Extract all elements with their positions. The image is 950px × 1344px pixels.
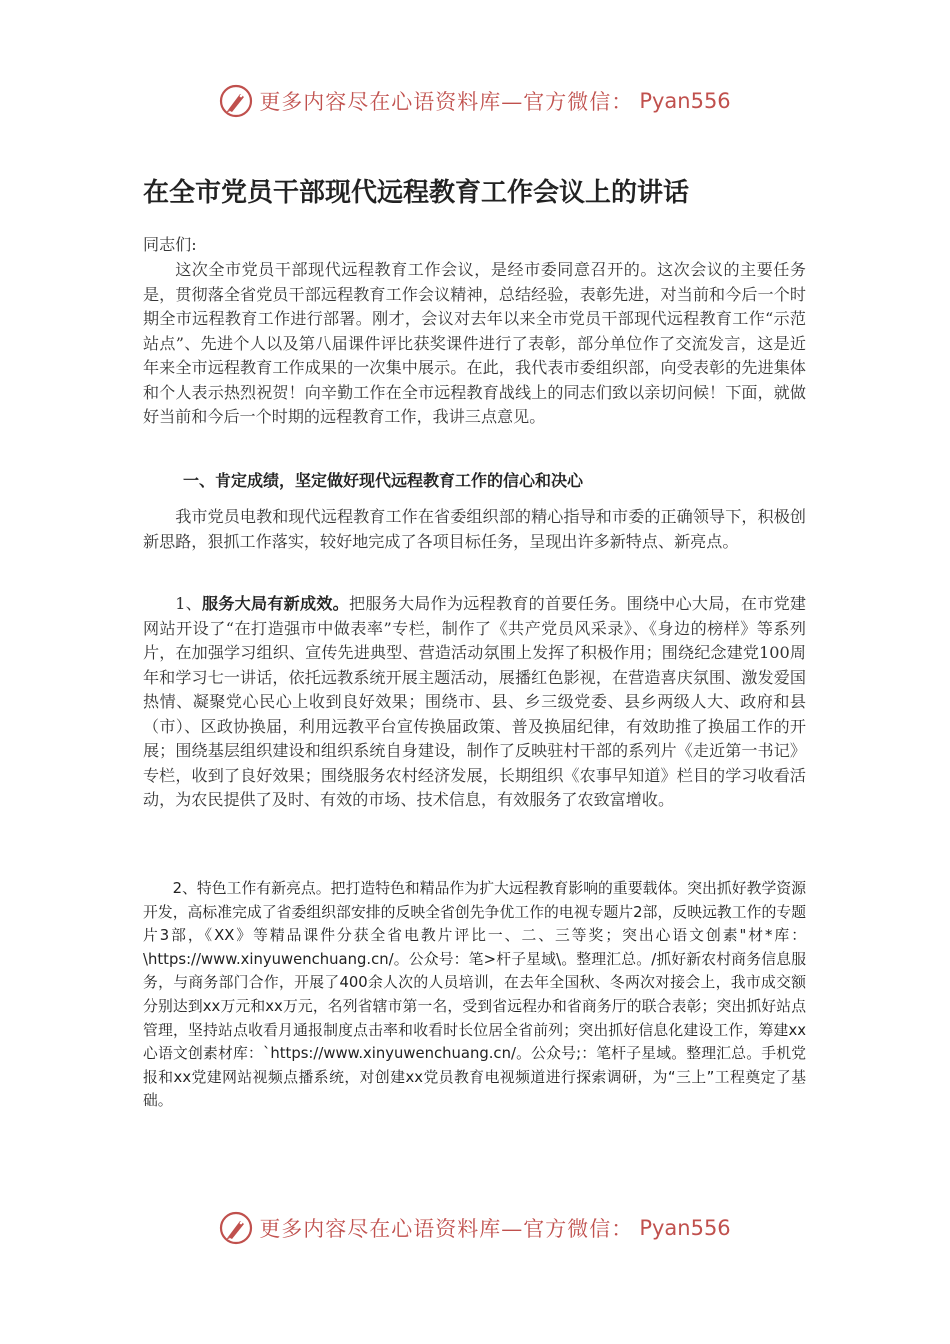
footer-banner-inner xyxy=(219,1211,730,1245)
header-banner-inner xyxy=(219,84,730,118)
pen-nib-logo-icon xyxy=(219,84,253,118)
point2-paragraph: 2、特色工作有新亮点。把打造特色和精品作为扩大远程教育影响的重要载体。突出抓好教学资源开发，高标准完成了省委组织部安排的反映全省创先争优工作的电视专题片2部，反映远教工作的专题片3部，《XX》等精品课件分获全省电教片评比一、二、三等奖；突出心语文创素"材*库：\https://www.xinyuwenchuang.cn/。公众号：笔>杆子星域\。整理汇总。/抓好新农村商务信息服务，与商务部门合作，开展了400余人次的人员培训，在去年全国秋、冬两次对接会上，我市成交额分别达到xx万元和xx万元，名列省辖市第一名，受到省远程办和省商务厅的联合表彰；突出抓好站点管理，坚持站点收看月通报制度点击率和收看时长位居全省前列；突出抓好信息化建设工作，筹建xx心语文创素材库：`https://www.xinyuwenchuang.cn/。公众号;：笔杆子星域。整理汇总。手机党报和xx党建网站视频点播系统，对创建xx党员教育电视频道进行探索调研，为“三上”工程奠定了基础。 xyxy=(143,880,806,1110)
salutation: 同志们: xyxy=(143,235,197,254)
banner-text: 更多内容尽在心语资料库—官方微信： xyxy=(259,90,634,114)
point1-title: 服务大局有新成效。 xyxy=(202,594,349,613)
intro-paragraph: 这次全市党员干部现代远程教育工作会议，是经市委同意召开的。这次会议的主要任务是，贯彻落全省党员干部远程教育工作会议精神，总结经验，表彰先进，对当前和今后一个时期全市远程教育工作进行部署。刚才，会议对去年以来全市党员干部现代远程教育工作“示范站点”、先进个人以及第八届课件评比获奖课件进行了表彰，部分单位作了交流发言，这是近年来全市远程教育工作成果的一次集中展示。在此，我代表市委组织部，向受表彰的先进集体和个人表示热烈祝贺！向辛勤工作在全市远程教育战线上的同志们致以亲切问候！下面，就做好当前和今后一个时期的远程教育工作，我讲三点意见。 xyxy=(143,260,806,426)
footer-banner xyxy=(0,1211,950,1249)
point1-prefix: 1、 xyxy=(175,594,202,613)
document-title: 在全市党员干部现代远程教育工作会议上的讲话 xyxy=(143,178,690,208)
banner-wechat-id: Pyan556 xyxy=(639,89,731,113)
point1-paragraph xyxy=(143,592,806,813)
header-banner xyxy=(0,84,950,122)
point1-body: 把服务大局作为远程教育的首要任务。围绕中心大局，在市党建网站开设了“在打造强市中做表率”专栏，制作了《共产党员风采录》、《身边的榜样》等系列片，在加强学习组织、宣传先进典型、营造活动氛围上发挥了积极作用；围绕纪念建党100周年和学习七一讲话，依托远教系统开展主题活动，展播红色影视，在营造喜庆氛围、激发爱国热情、凝聚党心民心上收到良好效果；围绕市、县、乡三级党委、县乡两级人大、政府和县（市）、区政协换届，利用远教平台宣传换届政策、普及换届纪律，有效助推了换届工作的开展；围绕基层组织建设和组织系统自身建设，制作了反映驻村干部的系列片《走近第一书记》专栏，收到了良好效果；围绕服务农村经济发展，长期组织《农事早知道》栏目的学习收看活动，为农民提供了及时、有效的市场、技术信息，有效服务了农致富增收。 xyxy=(143,594,807,809)
section1-paragraph: 我市党员电教和现代远程教育工作在省委组织部的精心指导和市委的正确领导下，积极创新思路，狠抓工作落实，较好地完成了各项目标任务，呈现出许多新特点、新亮点。 xyxy=(143,507,806,551)
section-heading-1: 一、肯定成绩，坚定做好现代远程教育工作的信心和决心 xyxy=(183,471,584,490)
banner-wechat-id: Pyan556 xyxy=(639,1216,731,1240)
banner-text: 更多内容尽在心语资料库—官方微信： xyxy=(259,1217,634,1241)
pen-nib-logo-icon xyxy=(219,1211,253,1245)
